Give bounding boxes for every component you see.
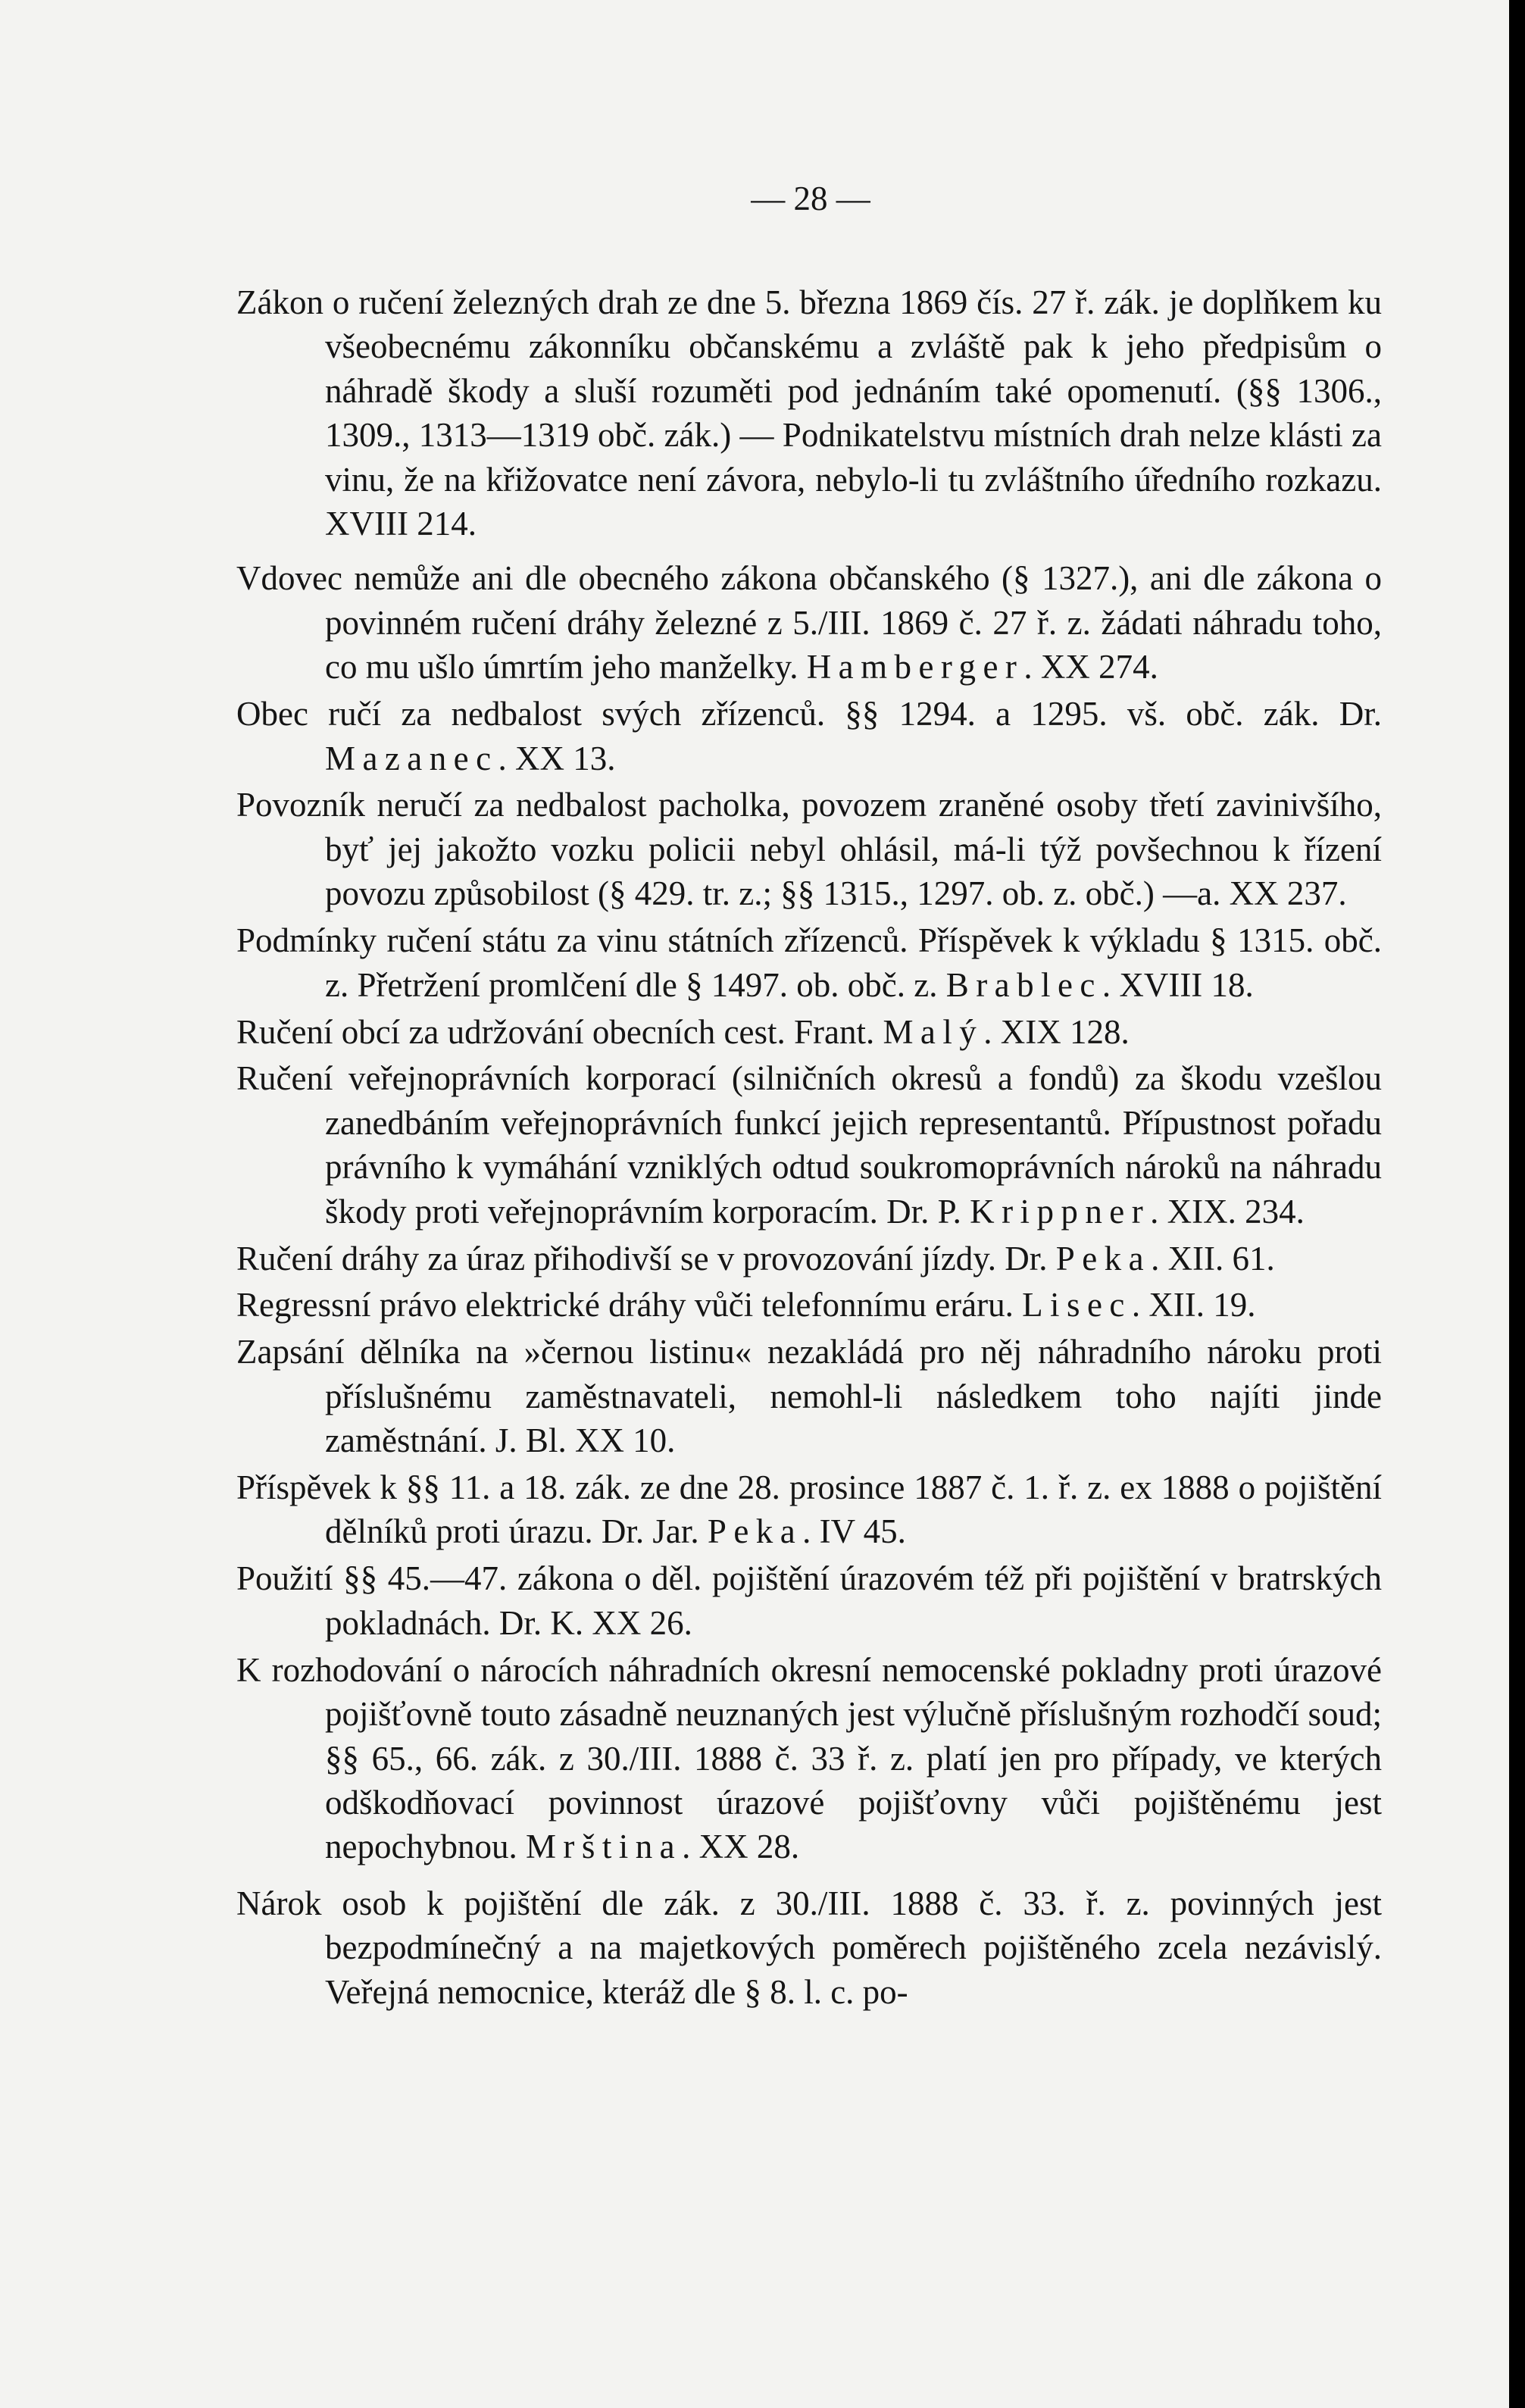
entry-6 (236, 1010, 1382, 1054)
entry-text: Ručení veřejnoprávních korporací (silničních okresů a fondů) za škodu vzešlou zanedbáním veřejnoprávních funkcí jejich representantů. Přípustnost pořadu právního k vymáhání vzniklých odtud soukromoprávních nároků na náhradu škody proti veřejnoprávním korporacím. Dr. P. (236, 1059, 1382, 1231)
entry-10 (236, 1330, 1382, 1462)
entry-text: Příspěvek k §§ 11. a 18. zák. ze dne 28. prosince 1887 č. 1. ř. z. ex 1888 o pojištění dělníků proti úrazu. Dr. Jar. (236, 1468, 1382, 1551)
page-number: — 28 — (751, 180, 870, 217)
entry-text: Zákon o ručení železných drah ze dne 5. března 1869 čís. 27 ř. zák. je doplňkem ku všeobecnému zákonníku občanskému a zvláště pak k jeho předpisům o náhradě škody a sluší rozuměti pod jednáním také opomenutí. (§§ 1306., 1309., 1313—1319 obč. zák.) — Podnikatelstvu místních drah nelze klásti za vinu, že na křižovatce není závora, nebylo-li tu zvláštního úředního rozkazu. XVIII 214. (236, 283, 1382, 543)
entry-ref: . XII. 19. (1131, 1286, 1256, 1324)
entry-author: Lisec (1022, 1286, 1132, 1324)
entry-author: Mrština (525, 1828, 683, 1866)
entry-text: Nárok osob k pojištění dle zák. z 30./III. 1888 č. 33. ř. z. povinných jest bezpodmínečný a na majetkových poměrech pojištěného zcela nezávislý. Veřejná nemocnice, kteráž dle § 8. l. c. po- (236, 1884, 1382, 2011)
entry-text: Podmínky ručení státu za vinu státních zřízenců. Příspěvek k výkladu § 1315. obč. z. Přetržení promlčení dle § 1497. ob. obč. z. (236, 921, 1382, 1004)
entry-text: Použití §§ 45.—47. zákona o děl. pojištění úrazovém též při pojištění v bratrských pokladnách. Dr. K. XX 26. (236, 1559, 1382, 1642)
entry-author: Krippner (970, 1192, 1151, 1231)
entry-ref: . XII. 61. (1151, 1239, 1275, 1277)
entry-ref: . XIX. 234. (1150, 1192, 1305, 1231)
entry-5 (236, 918, 1382, 1007)
entry-ref: . IV 45. (802, 1512, 906, 1551)
entry-author: Peka (707, 1512, 803, 1551)
entry-author: Brablec (945, 965, 1102, 1004)
body-text (236, 280, 1382, 2016)
entry-13 (236, 1648, 1382, 1869)
entry-author: Malý (883, 1012, 984, 1051)
entry-12 (236, 1556, 1382, 1645)
entry-ref: . XIX 128. (983, 1012, 1130, 1051)
entry-text: K rozhodování o nárocích náhradních okresní nemocenské pokladny proti úrazové pojišťovně touto zásadně neuznaných jest výlučně příslušným rozhodčí soud; §§ 65., 66. zák. z 30./III. 1888 č. 33 ř. z. platí jen pro případy, ve kterých odškodňovací povinnost úrazové pojišťovny vůči pojištěnému jest nepochybnou. (236, 1650, 1382, 1866)
entry-text: Povozník neručí za nedbalost pacholka, povozem zraněné osoby třetí zavinivšího, byť jej jakožto vozku policii nebyl ohlásil, má-li týž povšechnou k řízení povozu způsobilost (§ 429. tr. z.; §§ 1315., 1297. ob. z. obč.) —a. XX 237. (236, 786, 1382, 913)
entry-text: Ručení obcí za udržování obecních cest. Frant. (236, 1012, 875, 1051)
entry-14 (236, 1881, 1382, 2014)
entry-text: Vdovec nemůže ani dle obecného zákona občanského (§ 1327.), ani dle zákona o povinném ručení dráhy železné z 5./III. 1869 č. 27 ř. z. žádati náhradu toho, co mu ušlo úmrtím jeho manželky. (236, 559, 1382, 686)
entry-ref: . XX 274. (1023, 648, 1158, 686)
entry-text: Regressní právo elektrické dráhy vůči telefonnímu eráru. (236, 1286, 1014, 1324)
entry-4 (236, 783, 1382, 915)
entry-author: Mazanec (325, 739, 498, 777)
entry-9 (236, 1283, 1382, 1327)
entry-7 (236, 1056, 1382, 1234)
entry-ref: . XVIII 18. (1102, 965, 1254, 1004)
entry-8 (236, 1237, 1382, 1281)
entry-text: Obec ručí za nedbalost svých zřízenců. §§ 1294. a 1295. vš. obč. zák. Dr. (236, 695, 1382, 733)
entry-author: Hamberger (806, 648, 1024, 686)
entry-1 (236, 280, 1382, 546)
entry-text: Ručení dráhy za úraz přihodivší se v provozování jízdy. Dr. (236, 1239, 1048, 1277)
entry-2 (236, 556, 1382, 689)
entry-ref: . XX 28. (682, 1828, 800, 1866)
entry-text: Zapsání dělníka na »černou listinu« nezakládá pro něj náhradního nároku proti příslušnému zaměstnavateli, nemohl-li následkem toho najíti jinde zaměstnání. J. Bl. XX 10. (236, 1333, 1382, 1460)
entry-author: Peka (1055, 1239, 1152, 1277)
entry-11 (236, 1465, 1382, 1554)
entry-ref: . XX 13. (498, 739, 616, 777)
entry-3 (236, 692, 1382, 780)
